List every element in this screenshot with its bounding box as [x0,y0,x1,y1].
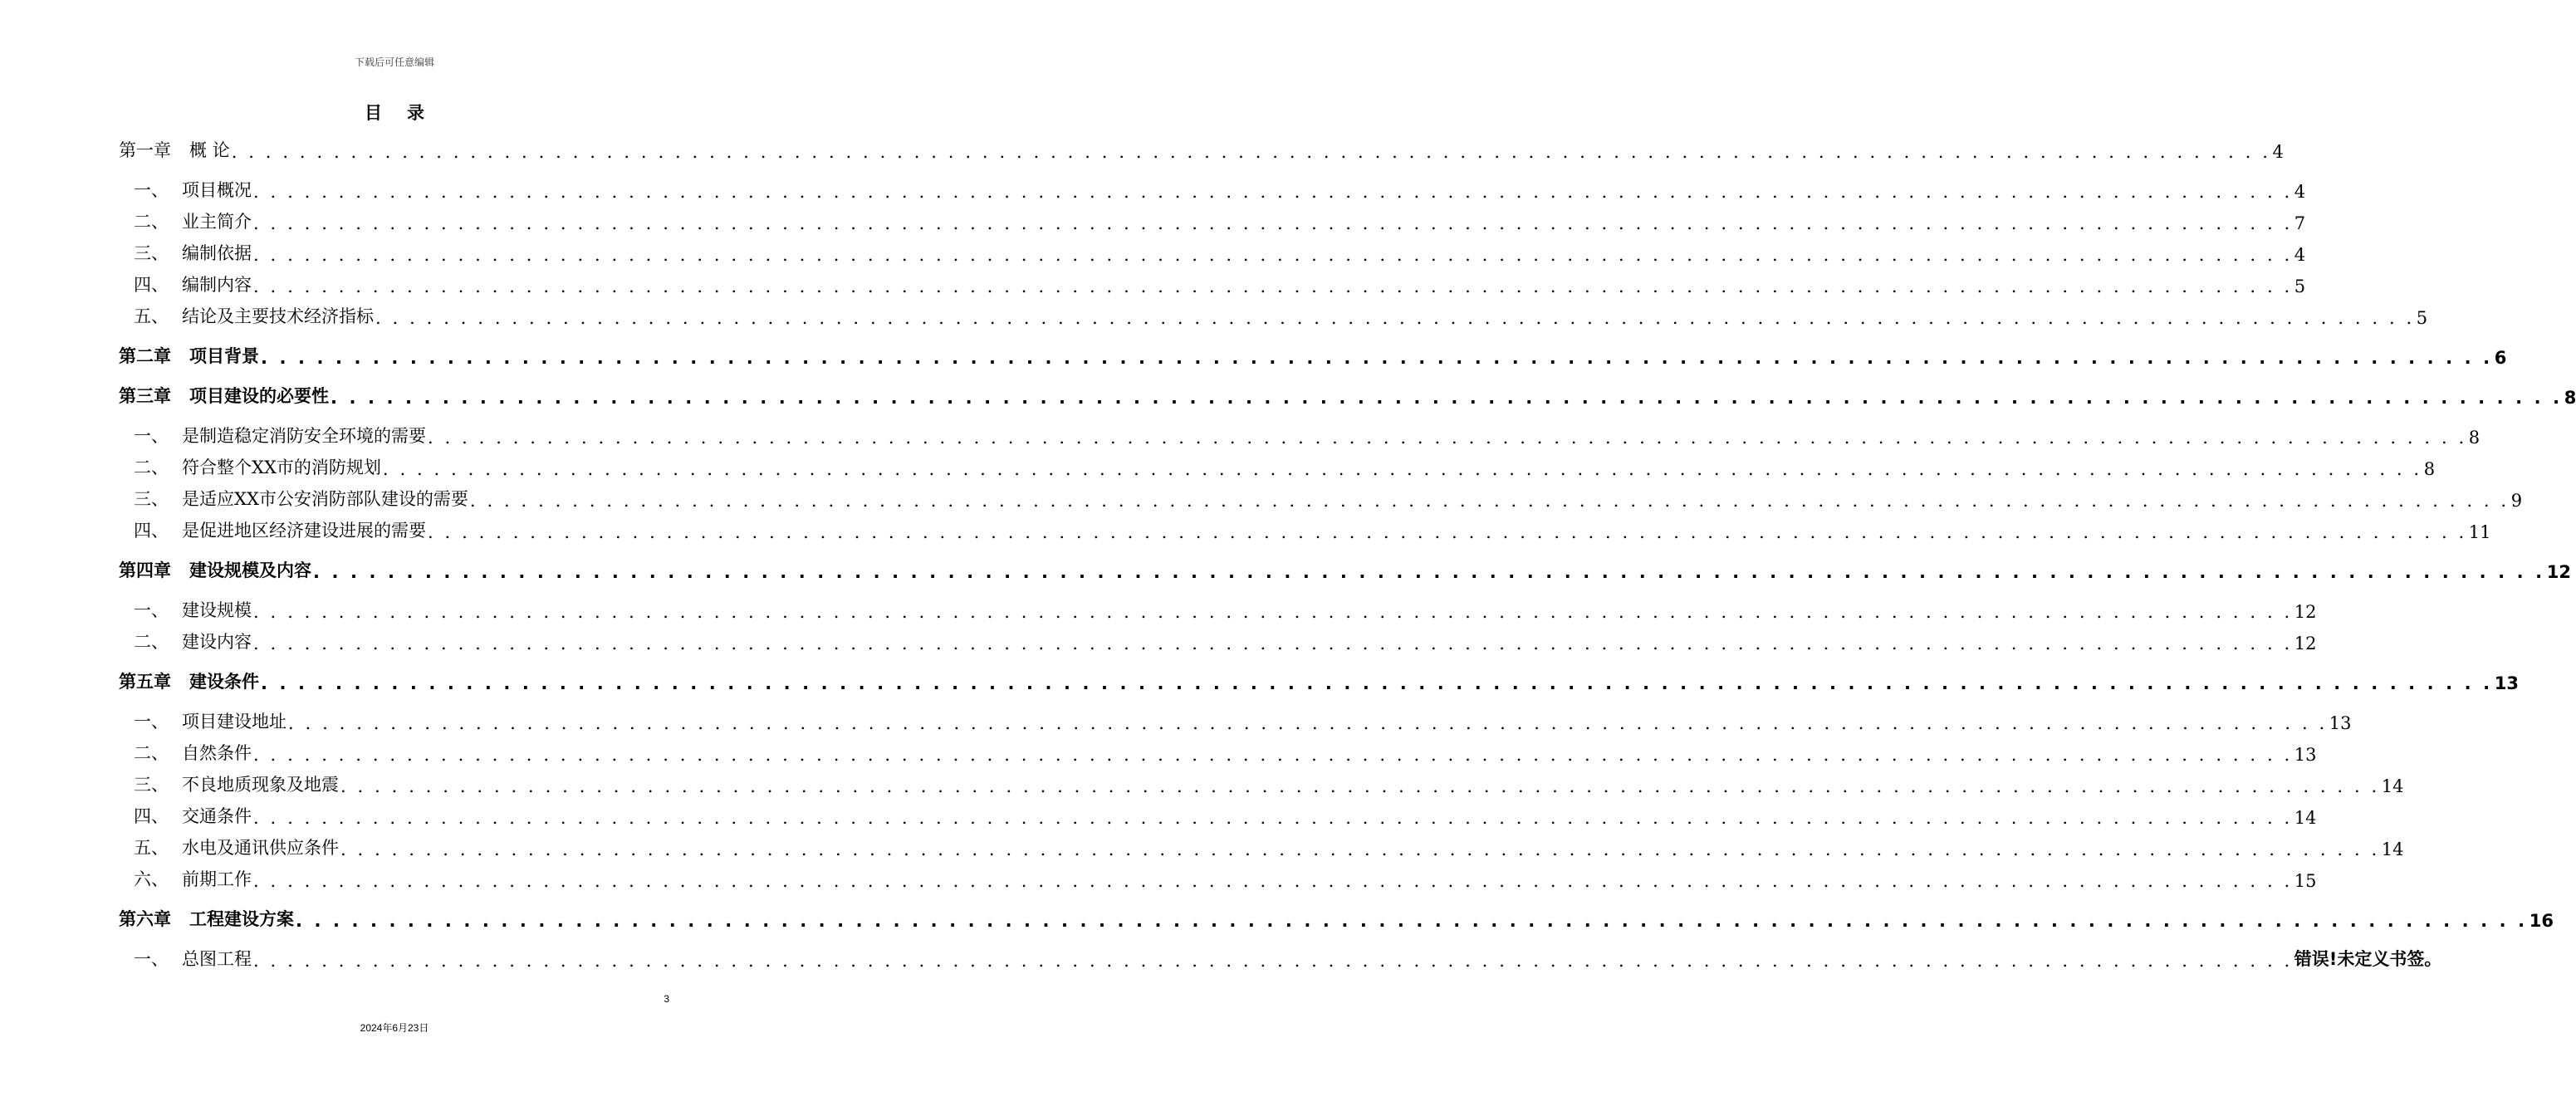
toc-entry-label: 结论及主要技术经济指标 [182,306,374,326]
toc-entry-page: 4 [2294,182,2306,202]
toc-entry-label: 编制内容 [182,275,252,295]
toc-entry-number: 六、 [134,869,169,889]
toc-leader-dots: . . . . . . . . . . . . . . . . . . . . . . . . . . . . . . . . . . . . . . . . . . . . . . . . . . . . . . . . . . . . . . . . . . . . . . . . . . . . . . . . . . . . . . . . . . . . . . . . . . . . . . . . . . . . . . . . . . . . . . . . [253,245,2293,265]
toc-entry-page: 错误!未定义书签。 [2294,949,2442,969]
toc-entry-label: 项目概况 [182,180,252,200]
toc-entry-page: 9 [2510,491,2523,511]
toc-entry-number: 第六章 [119,909,171,929]
toc-entry-page: 8 [2423,459,2436,479]
toc-title: 目录 [365,102,449,123]
toc-section-entry[interactable] [119,803,2317,828]
toc-leader-dots: . . . . . . . . . . . . . . . . . . . . . . . . . . . . . . . . . . . . . . . . . . . . . . . . . . . . . . . . . . . . . . . . . . . . . . . . . . . . . . . . . . . . . . . . . . . . . . . . . . . . . . . . . . . . . . . . . . . . . . . . [382,459,2422,479]
toc-leader-dots: . . . . . . . . . . . . . . . . . . . . . . . . . . . . . . . . . . . . . . . . . . . . . . . . . . . . . . . . . . . . . . . . . . . . . . . . . . . . . . . . . . . . . . . . . . . . . . . . . . . . . . . . . . . . . . . . . . . . . . . . [253,808,2293,828]
toc-leader-dots: . . . . . . . . . . . . . . . . . . . . . . . . . . . . . . . . . . . . . . . . . . . . . . . . . . . . . . . . . . . . . . . . . . . . . . . . . . . . . . . . . . . . . . . . . . . . . . . . . . . . . . . . . . . . . . . . . . . . . . . . [296,911,2528,931]
toc-entry-page: 5 [2294,277,2306,296]
toc-section-entry[interactable] [119,272,2306,296]
toc-section-entry[interactable] [119,240,2306,265]
toc-entry-page: 12 [2294,602,2317,622]
toc-entry-page: 11 [2468,522,2491,542]
toc-leader-dots: . . . . . . . . . . . . . . . . . . . . . . . . . . . . . . . . . . . . . . . . . . . . . . . . . . . . . . . . . . . . . . . . . . . . . . . . . . . . . . . . . . . . . . . . . . . . . . . . . . . . . . . . . . . . . . . . . . . . . . . . [375,308,2415,328]
toc-entry-label: 前期工作 [182,869,252,889]
toc-leader-dots: . . . . . . . . . . . . . . . . . . . . . . . . . . . . . . . . . . . . . . . . . . . . . . . . . . . . . . . . . . . . . . . . . . . . . . . . . . . . . . . . . . . . . . . . . . . . . . . . . . . . . . . . . . . . . . . . . . . . . . . . [428,522,2467,542]
toc-chapter-entry[interactable] [119,137,2284,162]
toc-leader-dots: . . . . . . . . . . . . . . . . . . . . . . . . . . . . . . . . . . . . . . . . . . . . . . . . . . . . . . . . . . . . . . . . . . . . . . . . . . . . . . . . . . . . . . . . . . . . . . . . . . . . . . . . . . . . . . . . . . . . . . . . [253,182,2293,202]
toc-entry-label: 工程建设方案 [189,909,294,929]
toc-entry-page: 14 [2381,776,2404,796]
toc-entry-number: 一、 [134,426,169,446]
toc-entry-page: 13 [2494,673,2519,693]
toc-leader-dots: . . . . . . . . . . . . . . . . . . . . . . . . . . . . . . . . . . . . . . . . . . . . . . . . . . . . . . . . . . . . . . . . . . . . . . . . . . . . . . . . . . . . . . . . . . . . . . . . . . . . . . . . . . . . . . . . . . . . . . . . [340,839,2380,859]
toc-entry-number: 五、 [134,838,169,858]
toc-entry-number: 一、 [134,949,169,969]
toc-entry-label: 是制造稳定消防安全环境的需要 [182,426,426,446]
toc-entry-number: 五、 [134,306,169,326]
toc-entry-page: 8 [2564,388,2576,408]
toc-section-entry[interactable] [119,486,2523,511]
toc-entry-label: 项目建设地址 [182,712,286,732]
toc-entry-label: 是适应XX市公安消防部队建设的需要 [182,489,468,509]
toc-section-entry[interactable] [119,208,2306,233]
toc-leader-dots: . . . . . . . . . . . . . . . . . . . . . . . . . . . . . . . . . . . . . . . . . . . . . . . . . . . . . . . . . . . . . . . . . . . . . . . . . . . . . . . . . . . . . . . . . . . . . . . . . . . . . . . . . . . . . . . . . . . . . . . . [253,871,2293,891]
toc-entry-number: 三、 [134,243,169,263]
toc-section-entry[interactable] [119,946,2442,971]
toc-entry-page: 13 [2329,713,2352,733]
toc-leader-dots: . . . . . . . . . . . . . . . . . . . . . . . . . . . . . . . . . . . . . . . . . . . . . . . . . . . . . . . . . . . . . . . . . . . . . . . . . . . . . . . . . . . . . . . . . . . . . . . . . . . . . . . . . . . . . . . . . . . . . . . . [288,713,2328,733]
toc-entry-number: 二、 [134,458,169,477]
toc-entry-label: 建设内容 [182,632,252,652]
toc-section-entry[interactable] [119,866,2317,891]
header-note: 下载后可任意编辑 [354,56,434,68]
toc-entry-page: 12 [2546,562,2571,582]
toc-entry-number: 第二章 [119,346,171,366]
toc-section-entry[interactable] [119,740,2317,765]
toc-leader-dots: . . . . . . . . . . . . . . . . . . . . . . . . . . . . . . . . . . . . . . . . . . . . . . . . . . . . . . . . . . . . . . . . . . . . . . . . . . . . . . . . . . . . . . . . . . . . . . . . . . . . . . . . . . . . . . . . . . . . . . . . [253,745,2293,765]
toc-leader-dots: . . . . . . . . . . . . . . . . . . . . . . . . . . . . . . . . . . . . . . . . . . . . . . . . . . . . . . . . . . . . . . . . . . . . . . . . . . . . . . . . . . . . . . . . . . . . . . . . . . . . . . . . . . . . . . . . . . . . . . . . [331,388,2563,408]
toc-entry-number: 一、 [134,180,169,200]
toc-leader-dots: . . . . . . . . . . . . . . . . . . . . . . . . . . . . . . . . . . . . . . . . . . . . . . . . . . . . . . . . . . . . . . . . . . . . . . . . . . . . . . . . . . . . . . . . . . . . . . . . . . . . . . . . . . . . . . . . . . . . . . . . [261,673,2493,693]
toc-leader-dots: . . . . . . . . . . . . . . . . . . . . . . . . . . . . . . . . . . . . . . . . . . . . . . . . . . . . . . . . . . . . . . . . . . . . . . . . . . . . . . . . . . . . . . . . . . . . . . . . . . . . . . . . . . . . . . . . . . . . . . . . [313,562,2545,582]
toc-entry-label: 业主简介 [182,212,252,232]
toc-entry-number: 第四章 [119,560,171,580]
toc-entry-number: 三、 [134,489,169,509]
toc-leader-dots: . . . . . . . . . . . . . . . . . . . . . . . . . . . . . . . . . . . . . . . . . . . . . . . . . . . . . . . . . . . . . . . . . . . . . . . . . . . . . . . . . . . . . . . . . . . . . . . . . . . . . . . . . . . . . . . . . . . . . . . . [428,428,2467,448]
toc-section-entry[interactable] [119,177,2306,202]
toc-leader-dots: . . . . . . . . . . . . . . . . . . . . . . . . . . . . . . . . . . . . . . . . . . . . . . . . . . . . . . . . . . . . . . . . . . . . . . . . . . . . . . . . . . . . . . . . . . . . . . . . . . . . . . . . . . . . . . . . . . . . . . . . [231,142,2271,162]
toc-entry-page: 15 [2294,871,2317,891]
toc-entry-label: 是促进地区经济建设进展的需要 [182,521,426,541]
toc-section-entry[interactable] [119,708,2352,733]
toc-leader-dots: . . . . . . . . . . . . . . . . . . . . . . . . . . . . . . . . . . . . . . . . . . . . . . . . . . . . . . . . . . . . . . . . . . . . . . . . . . . . . . . . . . . . . . . . . . . . . . . . . . . . . . . . . . . . . . . . . . . . . . . . [340,776,2380,796]
toc-entry-number: 四、 [134,806,169,826]
toc-chapter-entry[interactable] [119,906,2554,931]
toc-chapter-entry[interactable] [119,557,2571,582]
toc-entry-page: 14 [2294,808,2317,828]
toc-entry-number: 第一章 [119,140,171,160]
toc-entry-label: 符合整个XX市的消防规划 [182,458,381,477]
toc-entry-number: 四、 [134,521,169,541]
toc-entry-label: 编制依据 [182,243,252,263]
toc-entry-number: 三、 [134,775,169,795]
toc-leader-dots: . . . . . . . . . . . . . . . . . . . . . . . . . . . . . . . . . . . . . . . . . . . . . . . . . . . . . . . . . . . . . . . . . . . . . . . . . . . . . . . . . . . . . . . . . . . . . . . . . . . . . . . . . . . . . . . . . . . . . . . . [469,491,2510,511]
toc-entry-number: 一、 [134,712,169,732]
toc-entry-page: 14 [2381,839,2404,859]
toc-leader-dots: . . . . . . . . . . . . . . . . . . . . . . . . . . . . . . . . . . . . . . . . . . . . . . . . . . . . . . . . . . . . . . . . . . . . . . . . . . . . . . . . . . . . . . . . . . . . . . . . . . . . . . . . . . . . . . . . . . . . . . . . [253,634,2293,653]
toc-entry-label: 建设规模 [182,600,252,620]
toc-section-entry[interactable] [119,423,2481,448]
page-number: 3 [664,993,669,1005]
toc-entry-label: 项目背景 [189,346,259,366]
toc-entry-page: 5 [2416,308,2428,328]
toc-entry-label: 建设规模及内容 [189,560,311,580]
toc-entry-label: 不良地质现象及地震 [182,775,339,795]
toc-chapter-entry[interactable] [119,668,2519,693]
toc-section-entry[interactable] [119,835,2404,859]
toc-entry-number: 二、 [134,212,169,232]
toc-entry-number: 第五章 [119,672,171,692]
toc-entry-page: 12 [2294,634,2317,653]
toc-section-entry[interactable] [119,771,2404,796]
toc-section-entry[interactable] [119,517,2491,542]
toc-entry-page: 4 [2294,245,2306,265]
toc-leader-dots: . . . . . . . . . . . . . . . . . . . . . . . . . . . . . . . . . . . . . . . . . . . . . . . . . . . . . . . . . . . . . . . . . . . . . . . . . . . . . . . . . . . . . . . . . . . . . . . . . . . . . . . . . . . . . . . . . . . . . . . . [253,951,2293,971]
toc-leader-dots: . . . . . . . . . . . . . . . . . . . . . . . . . . . . . . . . . . . . . . . . . . . . . . . . . . . . . . . . . . . . . . . . . . . . . . . . . . . . . . . . . . . . . . . . . . . . . . . . . . . . . . . . . . . . . . . . . . . . . . . . [253,213,2293,233]
toc-leader-dots: . . . . . . . . . . . . . . . . . . . . . . . . . . . . . . . . . . . . . . . . . . . . . . . . . . . . . . . . . . . . . . . . . . . . . . . . . . . . . . . . . . . . . . . . . . . . . . . . . . . . . . . . . . . . . . . . . . . . . . . . [253,277,2293,296]
toc-entry-page: 8 [2468,428,2481,448]
toc-leader-dots: . . . . . . . . . . . . . . . . . . . . . . . . . . . . . . . . . . . . . . . . . . . . . . . . . . . . . . . . . . . . . . . . . . . . . . . . . . . . . . . . . . . . . . . . . . . . . . . . . . . . . . . . . . . . . . . . . . . . . . . . [261,348,2493,368]
toc-chapter-entry[interactable] [119,343,2507,368]
toc-entry-number: 二、 [134,743,169,763]
toc-leader-dots: . . . . . . . . . . . . . . . . . . . . . . . . . . . . . . . . . . . . . . . . . . . . . . . . . . . . . . . . . . . . . . . . . . . . . . . . . . . . . . . . . . . . . . . . . . . . . . . . . . . . . . . . . . . . . . . . . . . . . . . . [253,602,2293,622]
toc-entry-label: 项目建设的必要性 [189,386,329,406]
toc-entry-number: 四、 [134,275,169,295]
toc-entry-label: 交通条件 [182,806,252,826]
toc-section-entry[interactable] [119,303,2428,328]
toc-entry-number: 第三章 [119,386,171,406]
toc-entry-page: 6 [2494,348,2507,368]
toc-entry-label: 自然条件 [182,743,252,763]
toc-entry-label: 概 论 [189,140,230,160]
toc-entry-label: 建设条件 [189,672,259,692]
toc-entry-label: 总图工程 [182,949,252,969]
toc-entry-label: 水电及通讯供应条件 [182,838,339,858]
toc-entry-page: 4 [2272,142,2284,162]
toc-entry-page: 16 [2529,911,2554,931]
toc-entry-number: 二、 [134,632,169,652]
toc-entry-page: 13 [2294,745,2317,765]
toc-chapter-entry[interactable] [119,383,2576,408]
toc-entry-page: 7 [2294,213,2306,233]
toc-section-entry[interactable] [119,454,2436,479]
toc-section-entry[interactable] [119,629,2317,653]
footer-date: 2024年6月23日 [360,1022,429,1034]
toc-section-entry[interactable] [119,597,2317,622]
toc-entry-number: 一、 [134,600,169,620]
